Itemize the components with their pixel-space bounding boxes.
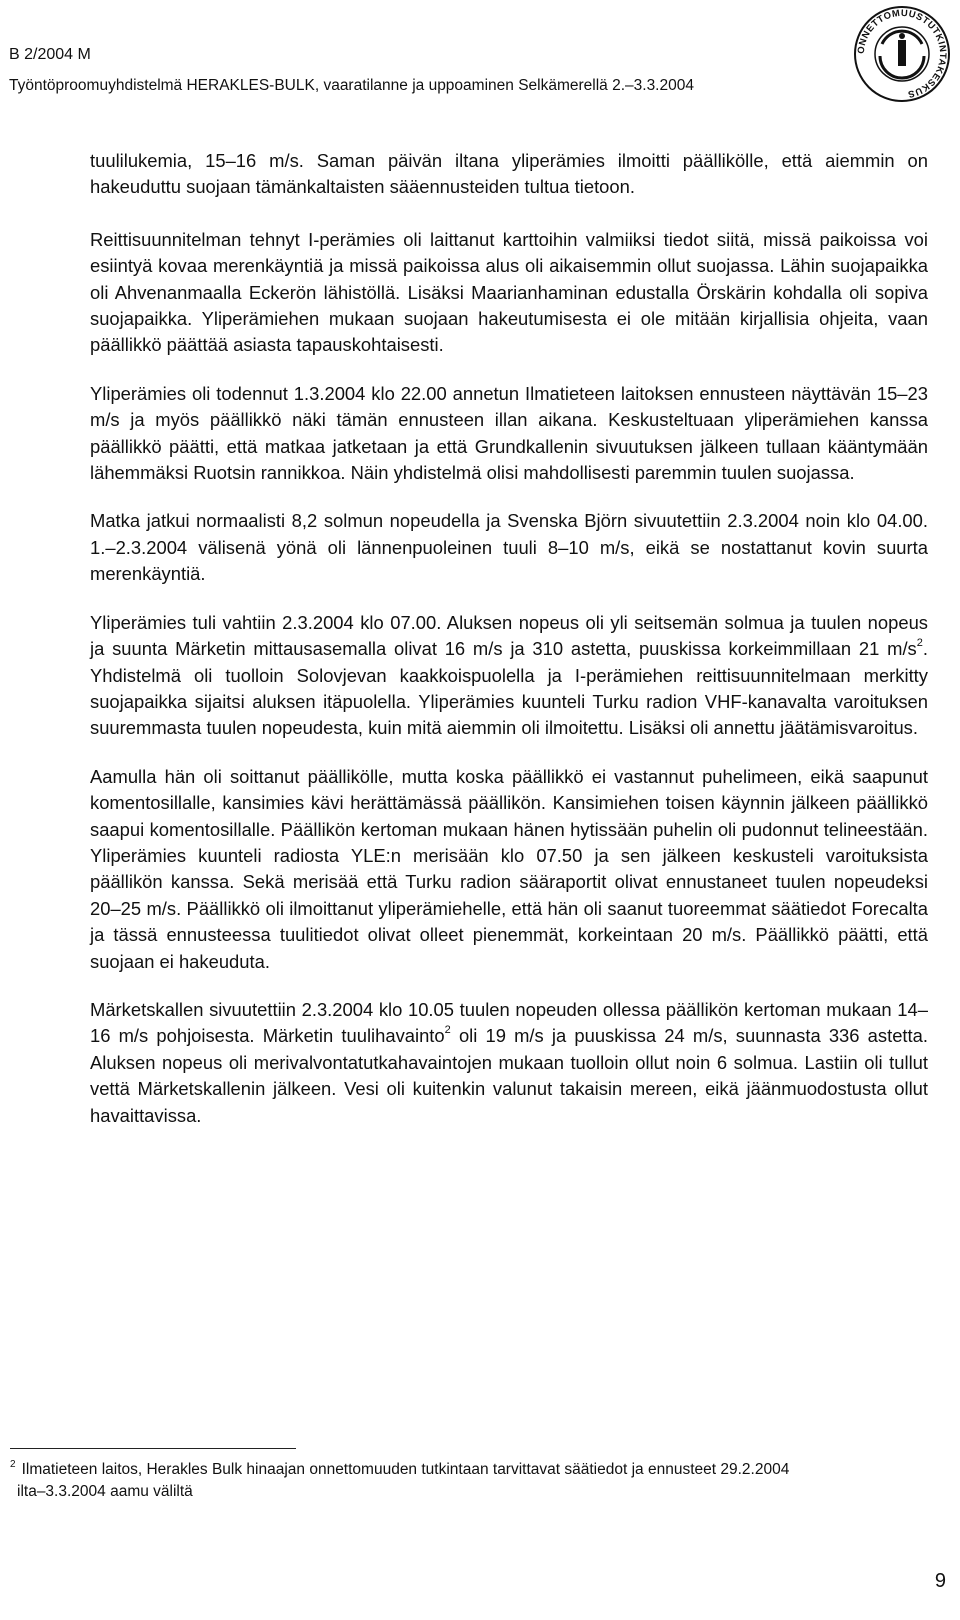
paragraph: tuulilukemia, 15–16 m/s. Saman päivän iltana yliperämies ilmoitti päällikölle, että aiemmin on hakeuduttu suojaan tämänkaltaisten sääennusteiden tultua tietoon. — [90, 150, 928, 198]
footnote — [10, 1460, 910, 1502]
footnote-text-continued: ilta–3.3.2004 aamu väliltä — [17, 1483, 193, 1500]
body-text — [90, 148, 928, 1151]
paragraph-text: oli 19 m/s ja puuskissa 24 m/s, suunnasta 336 astetta. Aluksen nopeus oli merivalvontatutkahavaintojen mukaan tuolloin ollut noin 6 solmua. Lastiin oli tullut vettä Märketskallenin jälkeen. Vesi oli kuitenkin valunut takaisin mereen, eikä jäänmuodostusta ollut havaittavissa. — [90, 1025, 928, 1126]
paragraph — [90, 610, 928, 742]
footnote-text: Ilmatieteen laitos, Herakles Bulk hinaajan onnettomuuden tutkintaan tarvittavat säätiedot ja ennusteet 29.2.2004 — [21, 1461, 790, 1478]
paragraph: Yliperämies oli todennut 1.3.2004 klo 22.00 annetun Ilmatieteen laitoksen ennusteen näyttävän 15–23 m/s ja myös päällikkö näki tämän ennusteen illan aikana. Keskusteltuaan yliperämiehen kanssa päällikkö päätti, että matkaa jatketaan ja että Grundkallenin sivuutuksen jälkeen tullaan kääntymään lähemmäksi Ruotsin rannikkoa. Näin yhdistelmä olisi mahdollisesti paremmin tuulen suojassa. — [90, 382, 928, 484]
footnote-reference[interactable]: 2 — [916, 636, 923, 649]
footnote-reference[interactable]: 2 — [444, 1024, 451, 1037]
footnote-separator — [10, 1448, 296, 1449]
paragraph-text: Yliperämies tuli vahtiin 2.3.2004 klo 07.00. Aluksen nopeus oli yli seitsemän solmua ja tuulen nopeus ja suunta Märketin mittausasemalla olivat 16 m/s ja 310 astetta, puuskissa korkeimmillaan 21 m/s — [90, 611, 928, 660]
report-code: B 2/2004 M — [9, 46, 91, 63]
footnote-mark: 2 — [10, 1459, 16, 1470]
report-subtitle: Työntöproomuyhdistelmä HERAKLES-BULK, vaaratilanne ja uppoaminen Selkämerellä 2.–3.3.2004 — [9, 77, 694, 94]
paragraph-text: . Yhdistelmä oli tuolloin Solovjevan kaakkoispuolella ja I-perämiehen reittisuunnitelmaan merkitty suojapaikka sijaitsi aluksen itäpuolella. Yliperämies kuunteli Turku radion VHF-kanavalta varoituksen suuremmasta tuulen nopeudesta, kuin mitä aiemmin oli ilmoitettu. Lisäksi oli annettu jäätämisvaroitus. — [90, 638, 928, 739]
paragraph: Matka jatkui normaalisti 8,2 solmun nopeudella ja Svenska Björn sivuutettiin 2.3.2004 noin klo 04.00. 1.–2.3.2004 välisenä yönä oli lännenpuoleinen tuuli 8–10 m/s, eikä se nostattanut kovin suurta merenkäyntiä. — [90, 510, 928, 585]
paragraph — [90, 997, 928, 1129]
paragraph-text: Märketskallen sivuutettiin 2.3.2004 klo 10.05 tuulen nopeuden ollessa päällikön kertoman mukaan 14–16 m/s pohjoisesta. Märketin tuulihavainto — [90, 998, 928, 1047]
seal-ring-text: ONNETTOMUUSTUTKINTAKESKUS — [854, 6, 950, 101]
paragraph: Aamulla hän oli soittanut päällikölle, mutta koska päällikkö ei vastannut puhelimeen, eikä saapunut komentosillalle, kansimies kävi herättämässä päällikön. Kansimiehen toisen käynnin jälkeen päällikkö saapui komentosillalle. Päällikön kertoman mukaan hänen hytissään puhelin oli pudonnut telineestään. Yliperämies kuunteli radiosta YLE:n merisään klo 07.50 ja sen jälkeen keskusteli varoituksista päällikön kanssa. Sekä merisää että Turku radion sääraportit olivat ennustaneet tuulen nopeudeksi 20–25 m/s. Päällikkö oli ilmoittanut yliperämiehelle, että hän oli saanut tuoreemmat säätiedot Forecalta ja tässä ennusteessa tuulitiedot olivat olleet pienemmät, korkeintaan 20 m/s. Päällikkö päätti, että suojaan ei hakeuduta. — [90, 765, 928, 972]
page-header — [9, 44, 809, 96]
paragraph: Reittisuunnitelman tehnyt I-perämies oli laittanut karttoihin valmiiksi tiedot siitä, missä paikoissa voi esiintyä kovaa merenkäyntiä ja missä paikoissa alus oli aikaisemmin ollut suojassa. Lähin suojapaikka oli Ahvenanmaalla Eckerön lähistöllä. Lisäksi Maarianhaminan edustalla Örskärin kohdalla oli sopiva suojapaikka. Yliperämiehen mukaan suojaan hakeutumisesta ei ole mitään kirjallisia ohjeita, vaan päällikkö päättää asiasta tapauskohtaisesti. — [90, 228, 928, 356]
page-number: 9 — [934, 1570, 946, 1592]
accident-investigation-board-seal-icon — [852, 4, 952, 104]
